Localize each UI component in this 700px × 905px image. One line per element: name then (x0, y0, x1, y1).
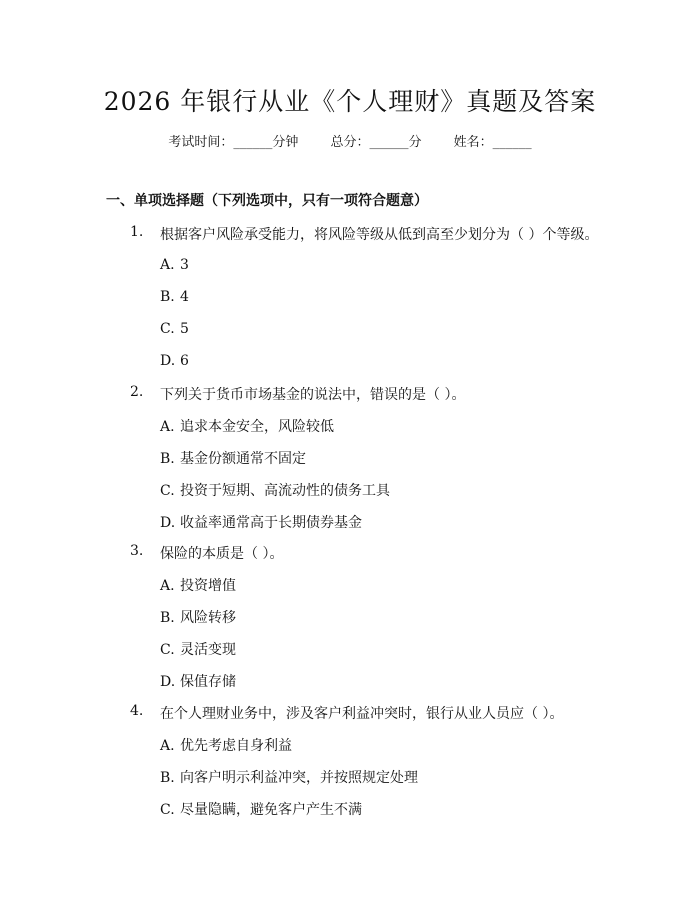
option-item (160, 735, 292, 755)
option-text: 投资于短期、高流动性的债务工具 (180, 483, 390, 499)
option-item (160, 321, 189, 337)
option-text: 向客户明示利益冲突，并按照规定处理 (180, 770, 418, 786)
name-field: 姓名：______ (453, 135, 532, 150)
option-text: 4 (180, 289, 189, 305)
option-item (160, 799, 362, 819)
option-text: 基金份额通常不固定 (180, 451, 306, 467)
exam-time-field: 考试时间：______分钟 (168, 135, 299, 150)
question-text: 在个人理财业务中，涉及客户利益冲突时，银行从业人员应（ ）。 (160, 706, 564, 722)
option-text: 追求本金安全，风险较低 (180, 419, 334, 435)
option-item (160, 767, 418, 787)
section-heading: 一、单项选择题（下列选项中，只有一项符合题意） (106, 193, 428, 209)
option-letter: A. (160, 257, 175, 273)
option-letter: B. (160, 289, 175, 305)
option-letter: D. (160, 353, 176, 369)
document-title: 2026 年银行从业《个人理财》真题及答案 (103, 87, 597, 116)
option-letter: B. (160, 770, 175, 786)
option-letter: C. (160, 642, 175, 658)
question-number: 1. (130, 224, 144, 240)
option-letter: C. (160, 802, 175, 818)
option-text: 收益率通常高于长期债券基金 (180, 515, 362, 531)
option-text: 投资增值 (180, 578, 236, 594)
option-text: 3 (180, 257, 189, 273)
option-letter: C. (160, 321, 175, 337)
option-item (160, 416, 334, 436)
option-item (160, 257, 189, 273)
exam-meta (0, 131, 700, 150)
option-item (160, 639, 236, 659)
option-text: 5 (180, 321, 189, 337)
option-item (160, 448, 306, 468)
option-item (160, 671, 236, 691)
option-item (160, 480, 390, 500)
option-text: 优先考虑自身利益 (180, 738, 292, 754)
option-letter: A. (160, 419, 175, 435)
option-letter: A. (160, 738, 175, 754)
option-text: 灵活变现 (180, 642, 236, 658)
option-text: 风险转移 (180, 610, 236, 626)
question-number: 2. (130, 384, 144, 400)
option-item (160, 289, 189, 305)
option-item (160, 353, 189, 369)
option-letter: D. (160, 515, 176, 531)
option-letter: A. (160, 578, 175, 594)
question-text: 下列关于货币市场基金的说法中，错误的是（ ）。 (160, 387, 466, 403)
question-number: 3. (130, 543, 144, 559)
option-text: 尽量隐瞒，避免客户产生不满 (180, 802, 362, 818)
option-text: 保值存储 (180, 674, 236, 690)
question-text: 根据客户风险承受能力，将风险等级从低到高至少划分为（ ）个等级。 (160, 227, 599, 243)
total-score-field: 总分：______分 (330, 135, 422, 150)
option-letter: B. (160, 610, 175, 626)
option-item (160, 607, 236, 627)
option-letter: C. (160, 483, 175, 499)
question-number: 4. (130, 703, 144, 719)
option-item (160, 512, 362, 532)
option-item (160, 575, 236, 595)
question-text: 保险的本质是（ ）。 (160, 546, 284, 562)
option-letter: B. (160, 451, 175, 467)
option-text: 6 (180, 353, 189, 369)
option-letter: D. (160, 674, 176, 690)
